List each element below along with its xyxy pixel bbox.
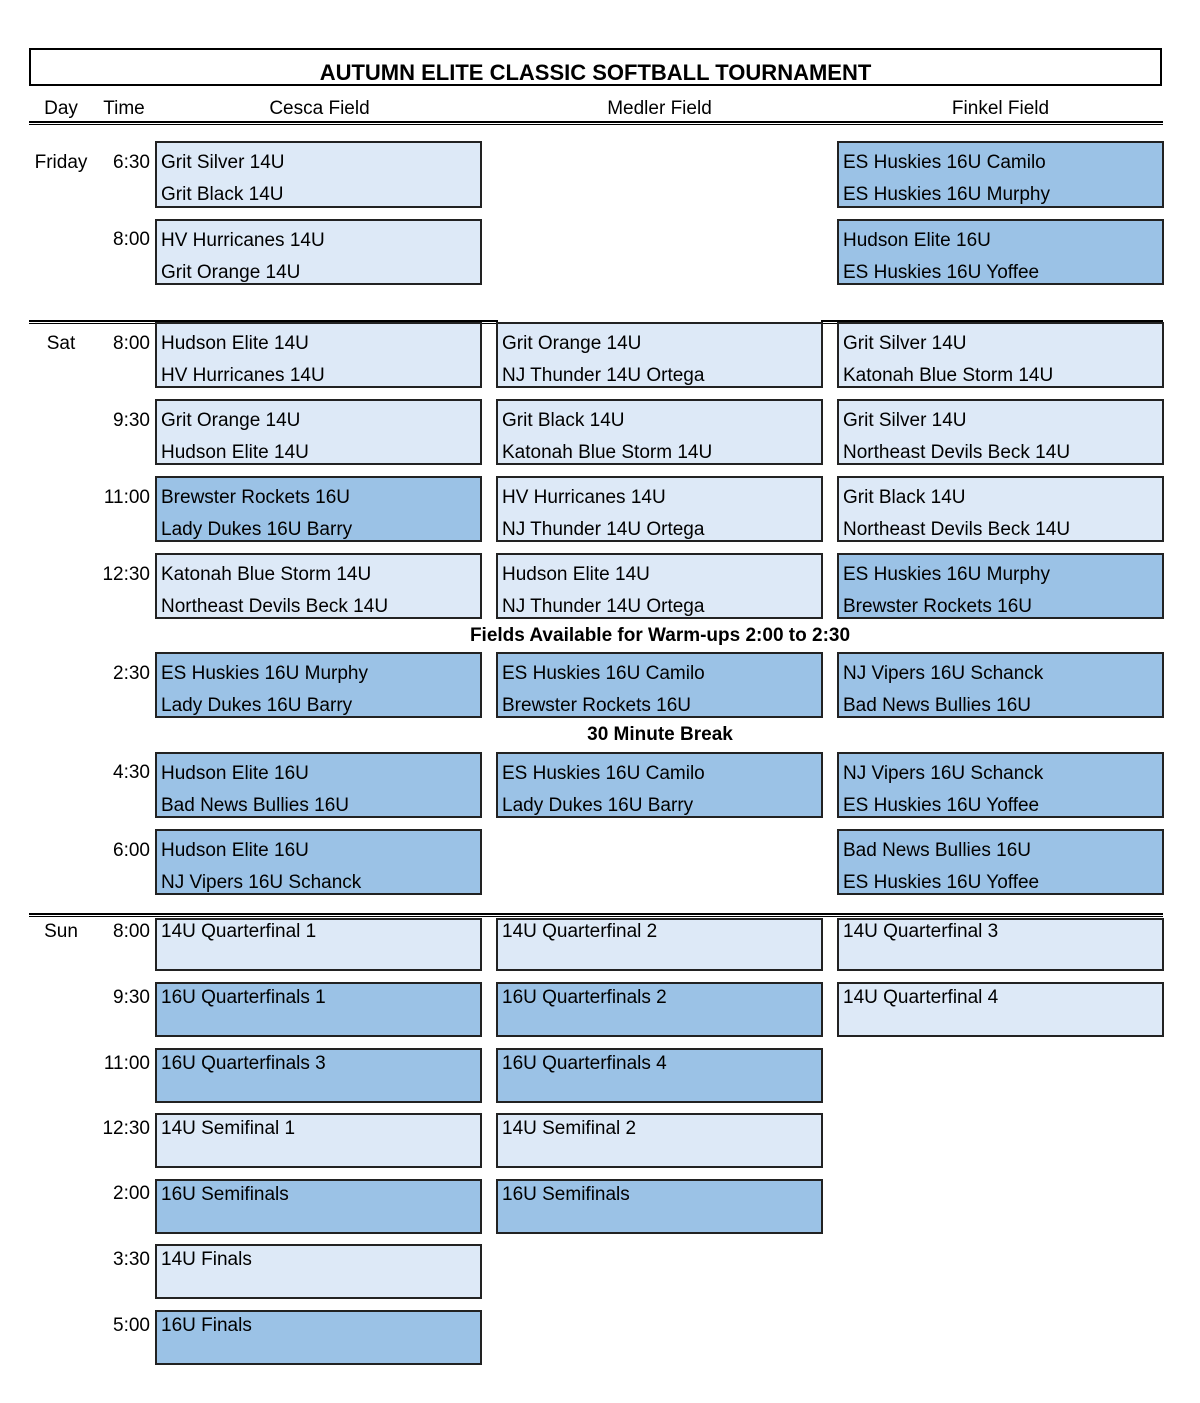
game-cell: [837, 982, 1164, 1037]
header-day: Day: [44, 98, 78, 119]
game-label: 14U Quarterfinal 1: [161, 921, 317, 942]
game-cell: [155, 982, 482, 1037]
tournament-title: AUTUMN ELITE CLASSIC SOFTBALL TOURNAMENT: [29, 48, 1162, 86]
game-cell: [496, 982, 823, 1037]
team-2: NJ Vipers 16U Schanck: [161, 872, 362, 893]
team-1: Hudson Elite 14U: [502, 564, 650, 585]
time-label: 9:30: [113, 410, 150, 431]
time-label: 8:00: [113, 921, 150, 942]
team-2: HV Hurricanes 14U: [161, 365, 325, 386]
team-2: Northeast Devils Beck 14U: [843, 519, 1071, 540]
team-2: ES Huskies 16U Yoffee: [843, 262, 1040, 283]
game-cell: [155, 1113, 482, 1168]
time-label: 6:30: [113, 152, 150, 173]
time-label: 8:00: [113, 229, 150, 250]
game-label: 16U Quarterfinals 2: [502, 987, 667, 1008]
game-label: 16U Quarterfinals 4: [502, 1053, 667, 1074]
time-label: 5:00: [113, 1315, 150, 1336]
game-cell: [155, 1048, 482, 1103]
day-divider-sun: [29, 913, 1163, 917]
team-1: Hudson Elite 14U: [161, 333, 309, 354]
team-1: Hudson Elite 16U: [161, 763, 309, 784]
game-cell: [155, 476, 482, 542]
game-label: 14U Finals: [161, 1249, 252, 1270]
team-2: NJ Thunder 14U Ortega: [502, 596, 705, 617]
time-label: 4:30: [113, 762, 150, 783]
day-label-sun: Sun: [44, 921, 78, 942]
time-label: 11:00: [103, 487, 150, 508]
game-cell: [155, 1310, 482, 1365]
break-note: 30 Minute Break: [587, 724, 733, 745]
game-label: 16U Finals: [161, 1315, 252, 1336]
header-divider: [29, 121, 1163, 125]
team-1: Hudson Elite 16U: [843, 230, 991, 251]
game-cell: [837, 553, 1164, 619]
game-cell: [496, 476, 823, 542]
game-cell: [837, 322, 1164, 388]
game-label: 16U Semifinals: [502, 1184, 630, 1205]
team-1: ES Huskies 16U Camilo: [502, 763, 705, 784]
team-2: Grit Black 14U: [161, 184, 284, 205]
team-1: Grit Silver 14U: [843, 333, 967, 354]
team-2: NJ Thunder 14U Ortega: [502, 365, 705, 386]
day-label-sat: Sat: [46, 333, 76, 354]
game-cell: [155, 399, 482, 465]
team-2: Grit Orange 14U: [161, 262, 301, 283]
team-1: HV Hurricanes 14U: [502, 487, 666, 508]
game-cell: [155, 918, 482, 971]
game-cell: [155, 1179, 482, 1234]
time-label: 8:00: [113, 333, 150, 354]
game-label: 14U Quarterfinal 4: [843, 987, 999, 1008]
team-2: Bad News Bullies 16U: [161, 795, 349, 816]
team-2: Lady Dukes 16U Barry: [161, 519, 353, 540]
time-label: 9:30: [113, 987, 150, 1008]
team-1: ES Huskies 16U Camilo: [843, 152, 1046, 173]
team-2: Brewster Rockets 16U: [843, 596, 1033, 617]
header-medler-field: Medler Field: [607, 98, 712, 119]
header-cesca-field: Cesca Field: [269, 98, 370, 119]
team-1: Grit Black 14U: [502, 410, 625, 431]
team-1: Grit Black 14U: [843, 487, 966, 508]
team-2: ES Huskies 16U Yoffee: [843, 795, 1040, 816]
time-label: 12:30: [102, 564, 150, 585]
game-cell: [837, 476, 1164, 542]
team-1: HV Hurricanes 14U: [161, 230, 325, 251]
team-1: ES Huskies 16U Murphy: [843, 564, 1050, 585]
team-2: ES Huskies 16U Murphy: [843, 184, 1050, 205]
game-cell: [155, 219, 482, 285]
team-2: Katonah Blue Storm 14U: [502, 442, 713, 463]
time-label: 11:00: [103, 1053, 150, 1074]
game-cell: [837, 829, 1164, 895]
game-cell: [496, 322, 823, 388]
game-cell: [496, 1179, 823, 1234]
game-label: 16U Semifinals: [161, 1184, 289, 1205]
game-cell: [837, 918, 1164, 971]
time-label: 2:00: [113, 1183, 150, 1204]
team-2: Brewster Rockets 16U: [502, 695, 692, 716]
team-1: Grit Orange 14U: [502, 333, 642, 354]
game-label: 14U Quarterfinal 2: [502, 921, 658, 942]
header-time: Time: [103, 98, 145, 119]
header-finkel-field: Finkel Field: [951, 98, 1050, 119]
game-cell: [496, 1048, 823, 1103]
game-cell: [837, 141, 1164, 208]
game-cell: [496, 918, 823, 971]
team-2: ES Huskies 16U Yoffee: [843, 872, 1040, 893]
game-cell: [496, 399, 823, 465]
team-1: Brewster Rockets 16U: [161, 487, 351, 508]
game-cell: [496, 652, 823, 718]
team-1: ES Huskies 16U Camilo: [502, 663, 705, 684]
game-cell: [496, 1113, 823, 1168]
time-label: 6:00: [113, 840, 150, 861]
team-1: NJ Vipers 16U Schanck: [843, 763, 1044, 784]
game-cell: [837, 219, 1164, 285]
team-1: Hudson Elite 16U: [161, 840, 309, 861]
team-1: Bad News Bullies 16U: [843, 840, 1031, 861]
game-cell: [837, 752, 1164, 818]
game-cell: [837, 652, 1164, 718]
game-cell: [837, 399, 1164, 465]
day-label-friday: Friday: [34, 152, 88, 173]
game-cell: [155, 752, 482, 818]
team-1: NJ Vipers 16U Schanck: [843, 663, 1044, 684]
team-1: Grit Silver 14U: [843, 410, 967, 431]
team-2: Katonah Blue Storm 14U: [843, 365, 1054, 386]
team-2: Northeast Devils Beck 14U: [161, 596, 389, 617]
game-cell: [155, 1244, 482, 1299]
team-1: ES Huskies 16U Murphy: [161, 663, 368, 684]
time-label: 2:30: [113, 663, 150, 684]
game-label: 14U Semifinal 1: [161, 1118, 296, 1139]
team-2: Northeast Devils Beck 14U: [843, 442, 1071, 463]
team-1: Grit Orange 14U: [161, 410, 301, 431]
game-cell: [496, 553, 823, 619]
game-cell: [155, 652, 482, 718]
game-label: 16U Quarterfinals 3: [161, 1053, 326, 1074]
team-2: Lady Dukes 16U Barry: [161, 695, 353, 716]
game-label: 16U Quarterfinals 1: [161, 987, 326, 1008]
warmups-note: Fields Available for Warm-ups 2:00 to 2:30: [469, 625, 851, 646]
team-2: Bad News Bullies 16U: [843, 695, 1031, 716]
team-2: Hudson Elite 14U: [161, 442, 309, 463]
game-cell: [155, 829, 482, 895]
game-cell: [155, 141, 482, 208]
time-label: 3:30: [113, 1249, 150, 1270]
team-1: Grit Silver 14U: [161, 152, 285, 173]
game-cell: [155, 322, 482, 388]
team-2: Lady Dukes 16U Barry: [502, 795, 694, 816]
time-label: 12:30: [102, 1118, 150, 1139]
team-1: Katonah Blue Storm 14U: [161, 564, 372, 585]
game-cell: [155, 553, 482, 619]
game-label: 14U Quarterfinal 3: [843, 921, 999, 942]
game-label: 14U Semifinal 2: [502, 1118, 637, 1139]
game-cell: [496, 752, 823, 818]
team-2: NJ Thunder 14U Ortega: [502, 519, 705, 540]
